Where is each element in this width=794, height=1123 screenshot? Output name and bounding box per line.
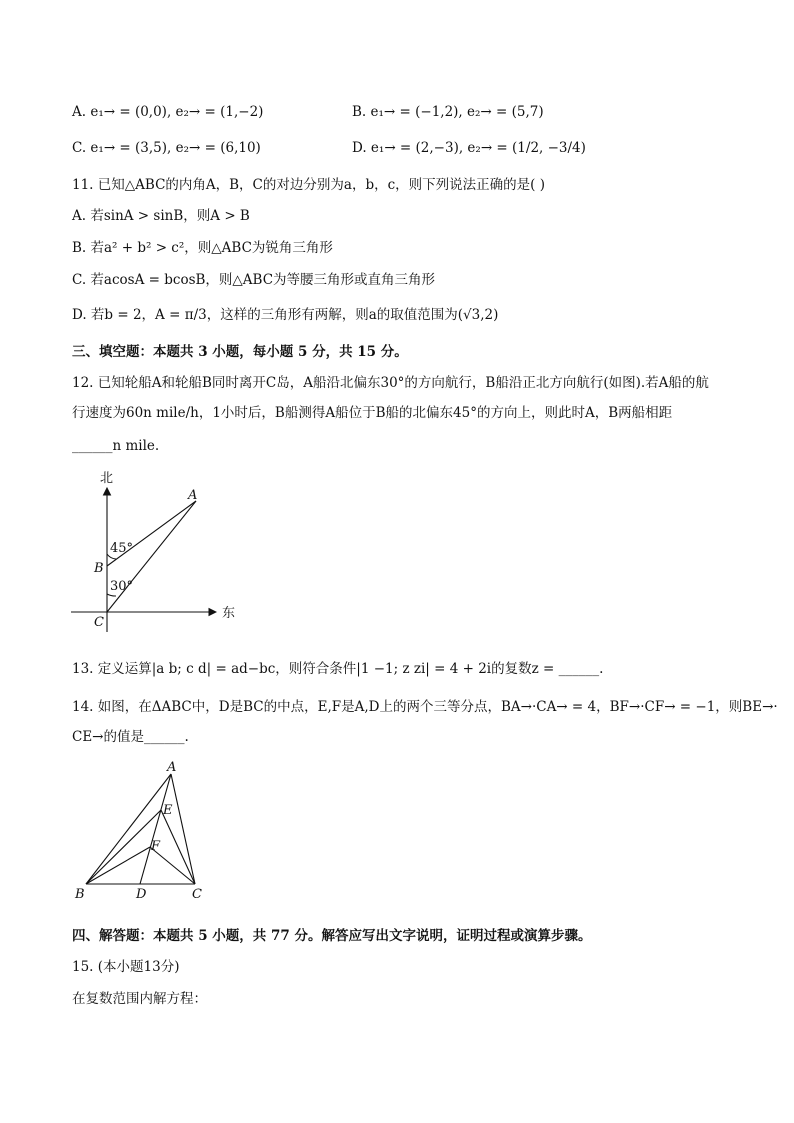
q15-title: 15. (本小题13分) <box>72 959 180 975</box>
q10-option-a: A. e₁→ = (0,0), e₂→ = (1,−2) <box>72 104 264 120</box>
angle-arc-c <box>107 594 116 596</box>
label-c: C <box>94 615 104 630</box>
label-a: A <box>167 760 177 775</box>
q14-line-1: 14. 如图，在ΔABC中，D是BC的中点，E,F是A,D上的两个三等分点，BA→·CA→ = 4，BF→·CF→ = −1，则BE→· <box>72 699 778 715</box>
side-ab <box>86 774 171 884</box>
q10-option-b: B. e₁→ = (−1,2), e₂→ = (5,7) <box>352 104 544 120</box>
angle-label-30: 30° <box>110 579 134 594</box>
q10-option-d: D. e₁→ = (2,−3), e₂→ = (1/2, −3/4) <box>352 140 586 156</box>
q11-option-a: A. 若sinA > sinB，则A > B <box>72 208 250 224</box>
q12-line-1: 12. 已知轮船A和轮船B同时离开C岛，A船沿北偏东30°的方向航行，B船沿正北方向航行(如图).若A船的航 <box>72 375 709 391</box>
q13-text: 13. 定义运算|a b; c d| = ad−bc，则符合条件|1 −1; z zi| = 4 + 2i的复数z = ______. <box>72 661 604 677</box>
label-north: 北 <box>100 471 114 486</box>
angle-label-45: 45° <box>110 541 134 556</box>
q12-line-2: 行速度为60n mile/h，1小时后，B船测得A船位于B船的北偏东45°的方向上，则此时A，B两船相距 <box>72 405 673 421</box>
q12-figure <box>66 466 246 636</box>
label-f: F <box>151 839 161 854</box>
q15-text: 在复数范围内解方程： <box>72 991 207 1007</box>
label-c: C <box>192 887 202 902</box>
median-ad <box>140 774 171 884</box>
q11-option-b: B. 若a² + b² > c²，则△ABC为锐角三角形 <box>72 240 333 256</box>
q14-line-2: CE→的值是______. <box>72 729 189 745</box>
label-a: A <box>188 488 198 503</box>
label-b: B <box>94 561 104 576</box>
q12-line-3: ______n mile. <box>72 438 160 454</box>
label-d: D <box>136 887 147 902</box>
q14-figure <box>70 760 220 905</box>
q11-stem: 11. 已知△ABC的内角A，B，C的对边分别为a，b，c，则下列说法正确的是( ) <box>72 177 545 193</box>
q11-option-c: C. 若acosA = bcosB，则△ABC为等腰三角形或直角三角形 <box>72 272 436 288</box>
label-east: 东 <box>222 606 236 621</box>
label-b: B <box>75 887 85 902</box>
q11-option-d: D. 若b = 2，A = π/3，这样的三角形有两解，则a的取值范围为(√3,2) <box>72 307 499 323</box>
label-e: E <box>163 803 173 818</box>
segment-ce <box>161 810 195 884</box>
q10-option-c: C. e₁→ = (3,5), e₂→ = (6,10) <box>72 140 261 156</box>
section-3-heading: 三、填空题：本题共 3 小题，每小题 5 分，共 15 分。 <box>72 344 408 360</box>
section-4-heading: 四、解答题：本题共 5 小题，共 77 分。解答应写出文字说明，证明过程或演算步骤。 <box>72 928 592 944</box>
